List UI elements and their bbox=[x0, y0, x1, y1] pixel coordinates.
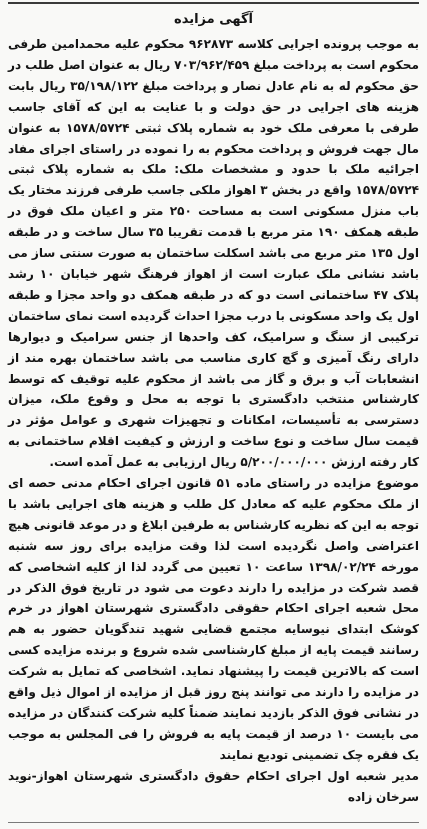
notice-body bbox=[8, 34, 419, 808]
notice-title: آگهی مزایده bbox=[174, 12, 253, 27]
notice-paragraph-1: به موجب پرونده اجرایی کلاسه ۹۶۲۸۷۳ محکوم علیه محمدامین طرفی محکوم است به پرداخت مبلغ ۷۰۳/۹۶۲/۴۵۹ ریال به عنوان اصل طلب در حق محکوم له به نام عادل نصار و پرداخت مبلغ ۳۵/۱۹۸/۱۲۲ ریال بابت هزینه های اجرایی در حق دولت و با عنایت به این که آقای جاسب طرفی با معرفی ملک خود به شماره پلاک ثبتی ۱۵۷۸/۵۷۲۴ به عنوان مال جهت فروش و پرداخت محکوم به را نموده در راستای اجرای مفاد اجرائیه ملک با حدود و مشخصات ملک: ملک به شماره پلاک ثبتی ۱۵۷۸/۵۷۲۴ واقع در بخش ۳ اهواز ملکی جاسب طرفی فرزند مختار یک باب منزل مسکونی است به مساحت ۲۵۰ متر و اعیان ملک فوق در طبقه همکف ۱۹۰ متر مربع با قدمت تقریبا ۳۵ سال ساخت و در طبقه اول ۱۳۵ متر مربع می باشد اسکلت ساختمان به صورت سنتی ساز می باشد نشانی ملک عبارت است از اهواز فرهنگ شهر خیابان ۱۰ رشد پلاک ۴۷ ساختمانی است دو که در طبقه همکف دو واحد مجزا و طبقه اول یک واحد مسکونی با درب مجزا احداث گردیده است نمای ساختمان ترکیبی از سنگ و سرامیک، کف واحدها از جنس سرامیک و دیوارها دارای رنگ آمیزی و گچ کاری مناسب می باشد ساختمان بهره مند از انشعابات آب و برق و گاز می باشد از محکوم علیه توقیف که توسط کارشناس منتخب دادگستری با توجه به محل و وقوع ملک، میزان دسترسی به تأسیسات، امکانات و تجهیزات شهری و عوامل مؤثر در قیمت سال ساخت و نوع ساخت و ارزش و کیفیت اقلام ساختمانی به کار رفته ارزش ۵/۲۰۰/۰۰۰/۰۰۰ ریال ارزیابی به عمل آمده است. bbox=[8, 37, 420, 470]
notice-signature: مدیر شعبه اول اجرای احکام حقوق دادگستری شهرستان اهواز-نوید سرخان زاده bbox=[8, 768, 419, 804]
top-divider bbox=[8, 2, 419, 4]
notice-paragraph-2: موضوع مزایده در راستای ماده ۵۱ قانون اجرای احکام مدنی حصه ای از ملک محکوم علیه که معادل کل طلب و هزینه های اجرایی باشد با توجه به این که نظریه کارشناس به طرفین ابلاغ و در موعد قانونی هیچ اعتراضی واصل نگردیده است لذا وقت مزایده برای روز سه شنبه مورخه ۱۳۹۸/۰۲/۲۴ ساعت ۱۰ تعیین می گردد لذا از کلیه اشخاصی که قصد شرکت در مزایده را دارند دعوت می شود در تاریخ فوق الذکر در محل شعبه اجرای احکام حقوقی دادگستری شهرستان اهواز در خرم کوشک ابتدای نیوسایه مجتمع قضایی شهید تندگویان حضور به هم رسانند قیمت پایه از مبلغ کارشناسی شده شروع و برنده مزایده کسی است که بالاترین قیمت را پیشنهاد نماید. اشخاصی که تمایل به شرکت در مزایده را دارند می توانند پنج روز قبل از مزایده از اموال ذیل واقع در نشانی فوق الذکر بازدید نمایند ضمناً کلیه شرکت کنندگان در مزایده می بایست ۱۰ درصد از قیمت پایه به فروش را فی المجلس به موجب یک فقره چک تضمینی تودیع نمایند bbox=[8, 476, 420, 762]
bottom-divider bbox=[8, 822, 419, 823]
